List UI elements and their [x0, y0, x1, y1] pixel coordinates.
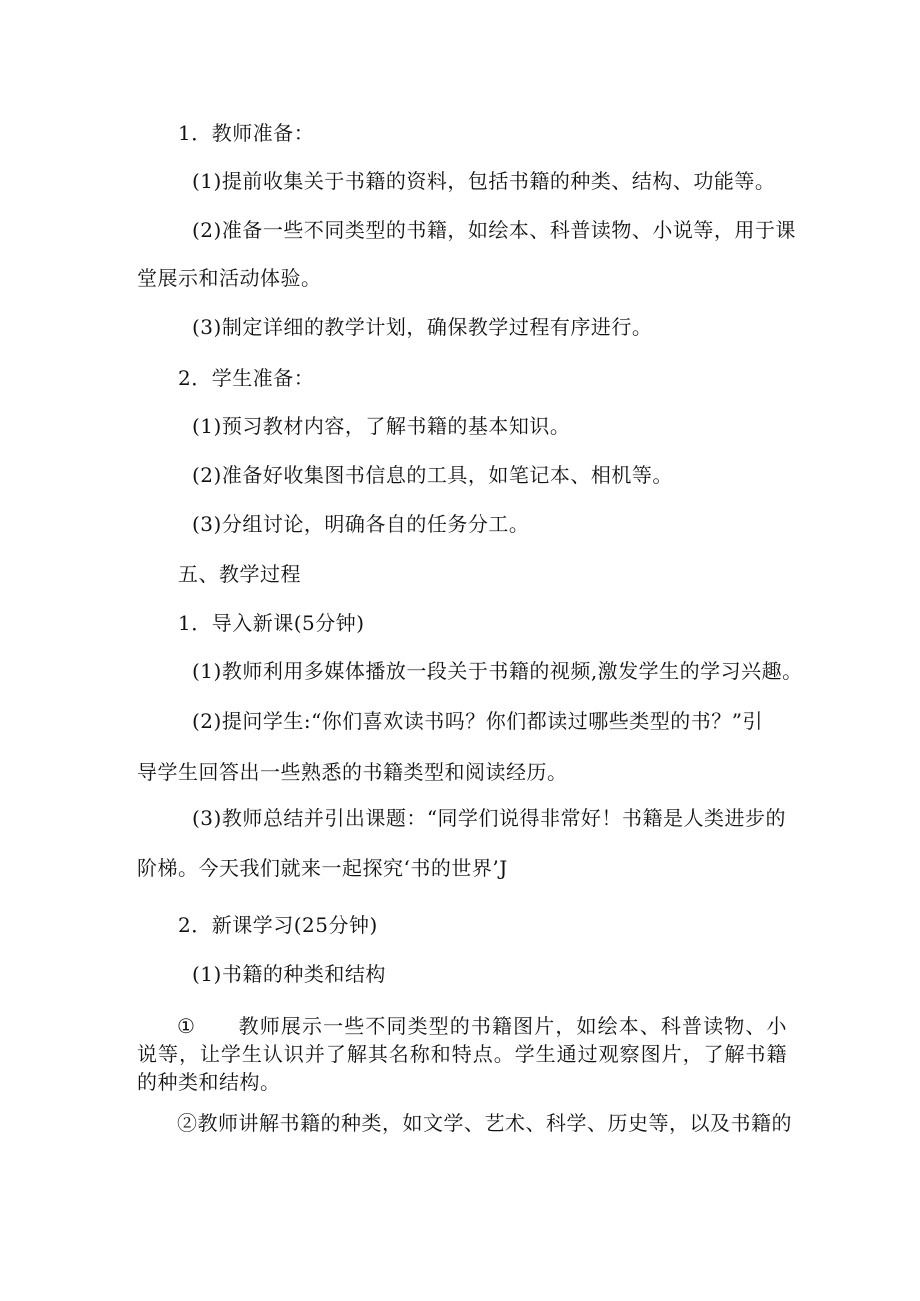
paragraph: (3)教师总结并引出课题：“同学们说得非常好！书籍是人类进步的: [192, 806, 787, 830]
section-heading-teaching-process: 五、教学过程: [178, 562, 301, 586]
paragraph: (2)准备一些不同类型的书籍，如绘本、科普读物、小说等，用于课: [192, 218, 796, 242]
heading-new-lesson: 2．新课学习(25分钟): [178, 913, 378, 937]
heading-student-prep: 2．学生准备：: [178, 366, 315, 390]
paragraph: (3)分组讨论，明确各自的任务分工。: [192, 512, 530, 536]
paragraph: (1)提前收集关于书籍的资料，包括书籍的种类、结构、功能等。: [192, 169, 776, 193]
paragraph-continuation: 导学生回答出一些熟悉的书籍类型和阅读经历。: [137, 760, 568, 784]
subheading-book-types: (1)书籍的种类和结构: [192, 962, 386, 986]
paragraph-block: [137, 1012, 787, 1096]
paragraph: (3)制定详细的教学计划，确保教学过程有序进行。: [192, 315, 653, 339]
circled-number: ①: [177, 1014, 197, 1038]
paragraph-continuation: 阶梯。今天我们就来一起探究‘书的世界’J: [137, 856, 508, 880]
heading-teacher-prep: 1．教师准备：: [178, 121, 315, 145]
paragraph: ②教师讲解书籍的种类，如文学、艺术、科学、历史等，以及书籍的: [177, 1111, 792, 1135]
paragraph: (1)教师利用多媒体播放一段关于书籍的视频,激发学生的学习兴趣。: [192, 659, 803, 683]
paragraph: (2)提问学生:“你们喜欢读书吗？你们都读过哪些类型的书？”引: [192, 709, 764, 733]
paragraph: (1)预习教材内容，了解书籍的基本知识。: [192, 414, 571, 438]
paragraph-text: 教师展示一些不同类型的书籍图片，如绘本、科普读物、小说等，让学生认识并了解其名称和特点。学生通过观察图片，了解书籍的种类和结构。: [137, 1014, 787, 1094]
paragraph-continuation: 堂展示和活动体验。: [137, 266, 322, 290]
paragraph: (2)准备好收集图书信息的工具，如笔记本、相机等。: [192, 463, 673, 487]
heading-intro-lesson: 1．导入新课(5分钟): [178, 611, 365, 635]
